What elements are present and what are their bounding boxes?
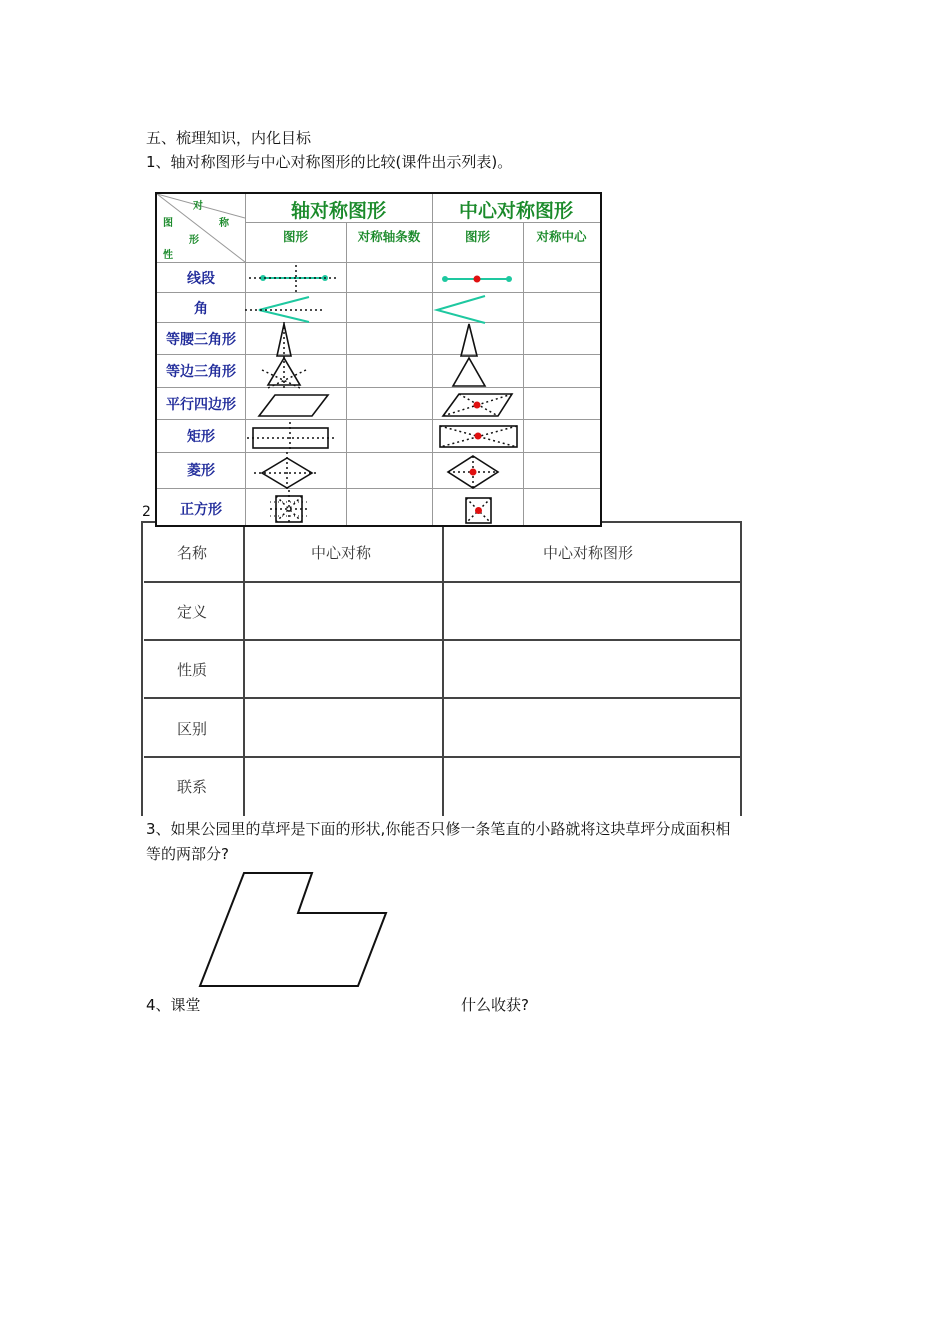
sub-header-axis-count: 对称轴条数 [357, 229, 421, 244]
row-label-rectangle: 矩形 [187, 429, 215, 445]
equilateral-center-figure [453, 358, 485, 386]
sub-header-figure: 图形 [464, 229, 490, 244]
table2-row-label: 联系 [177, 778, 208, 796]
diag-label: 形 [189, 235, 199, 246]
rectangle-center-figure [440, 426, 517, 447]
row-label-parallelogram: 平行四边形 [166, 397, 236, 413]
question-3-line2: 等的两部分? [146, 845, 229, 863]
shape-figures [157, 194, 600, 525]
diag-label: 图 [163, 218, 173, 229]
table2-row-label: 性质 [177, 661, 208, 679]
diag-label: 对 [193, 201, 203, 212]
table2-row-label: 定义 [177, 603, 208, 621]
parallelogram-axis-figure [259, 395, 328, 416]
rhombus-center-figure [448, 456, 498, 488]
isosceles-center-figure [461, 324, 477, 356]
isosceles-axis-figure [277, 322, 291, 358]
diag-label: 称 [219, 218, 229, 229]
angle-axis-figure [245, 297, 325, 322]
square-axis-figure [270, 490, 308, 525]
center-symmetry-header: 中心对称图形 [458, 200, 573, 222]
rectangle-axis-figure [247, 422, 335, 452]
lawn-shape-figure [190, 865, 400, 995]
row-label-equilateral: 等边三角形 [166, 364, 236, 380]
segment-axis-figure [249, 265, 339, 293]
equilateral-axis-figure [262, 356, 306, 390]
row-label-isosceles: 等腰三角形 [166, 332, 236, 348]
row-label-segment: 线段 [187, 271, 215, 287]
symmetry-comparison-table [155, 192, 602, 527]
sub-header-center: 对称中心 [536, 229, 587, 244]
square-center-figure [466, 498, 491, 523]
table2-row-label: 区别 [177, 720, 208, 738]
section-title: 五、梳理知识，内化目标 [146, 129, 312, 147]
row-label-rhombus: 菱形 [187, 463, 215, 479]
question-4-right: 什么收获? [461, 996, 529, 1014]
segment-center-figure [442, 276, 512, 283]
row-label-angle: 角 [194, 301, 208, 317]
table2-header-center-figure: 中心对称图形 [543, 544, 634, 562]
row-label-square: 正方形 [180, 502, 222, 518]
angle-center-figure [437, 296, 485, 323]
question-3-line1: 3、如果公园里的草坪是下面的形状,你能否只修一条笔直的小路就将这块草坪分成面积相 [146, 820, 731, 838]
rhombus-axis-figure [254, 452, 319, 492]
parallelogram-center-figure [443, 394, 512, 416]
comparison-table [141, 521, 742, 816]
diag-label: 性 [163, 250, 173, 261]
question-4-left: 4、课堂 [146, 996, 201, 1014]
sub-header-figure: 图形 [282, 229, 308, 244]
question-2-fragment: 2 [142, 504, 151, 520]
axis-symmetry-header: 轴对称图形 [290, 200, 386, 222]
question-1: 1、轴对称图形与中心对称图形的比较(课件出示列表)。 [146, 153, 513, 171]
table2-header-name: 名称 [177, 544, 208, 562]
table2-header-center: 中心对称 [311, 544, 372, 562]
